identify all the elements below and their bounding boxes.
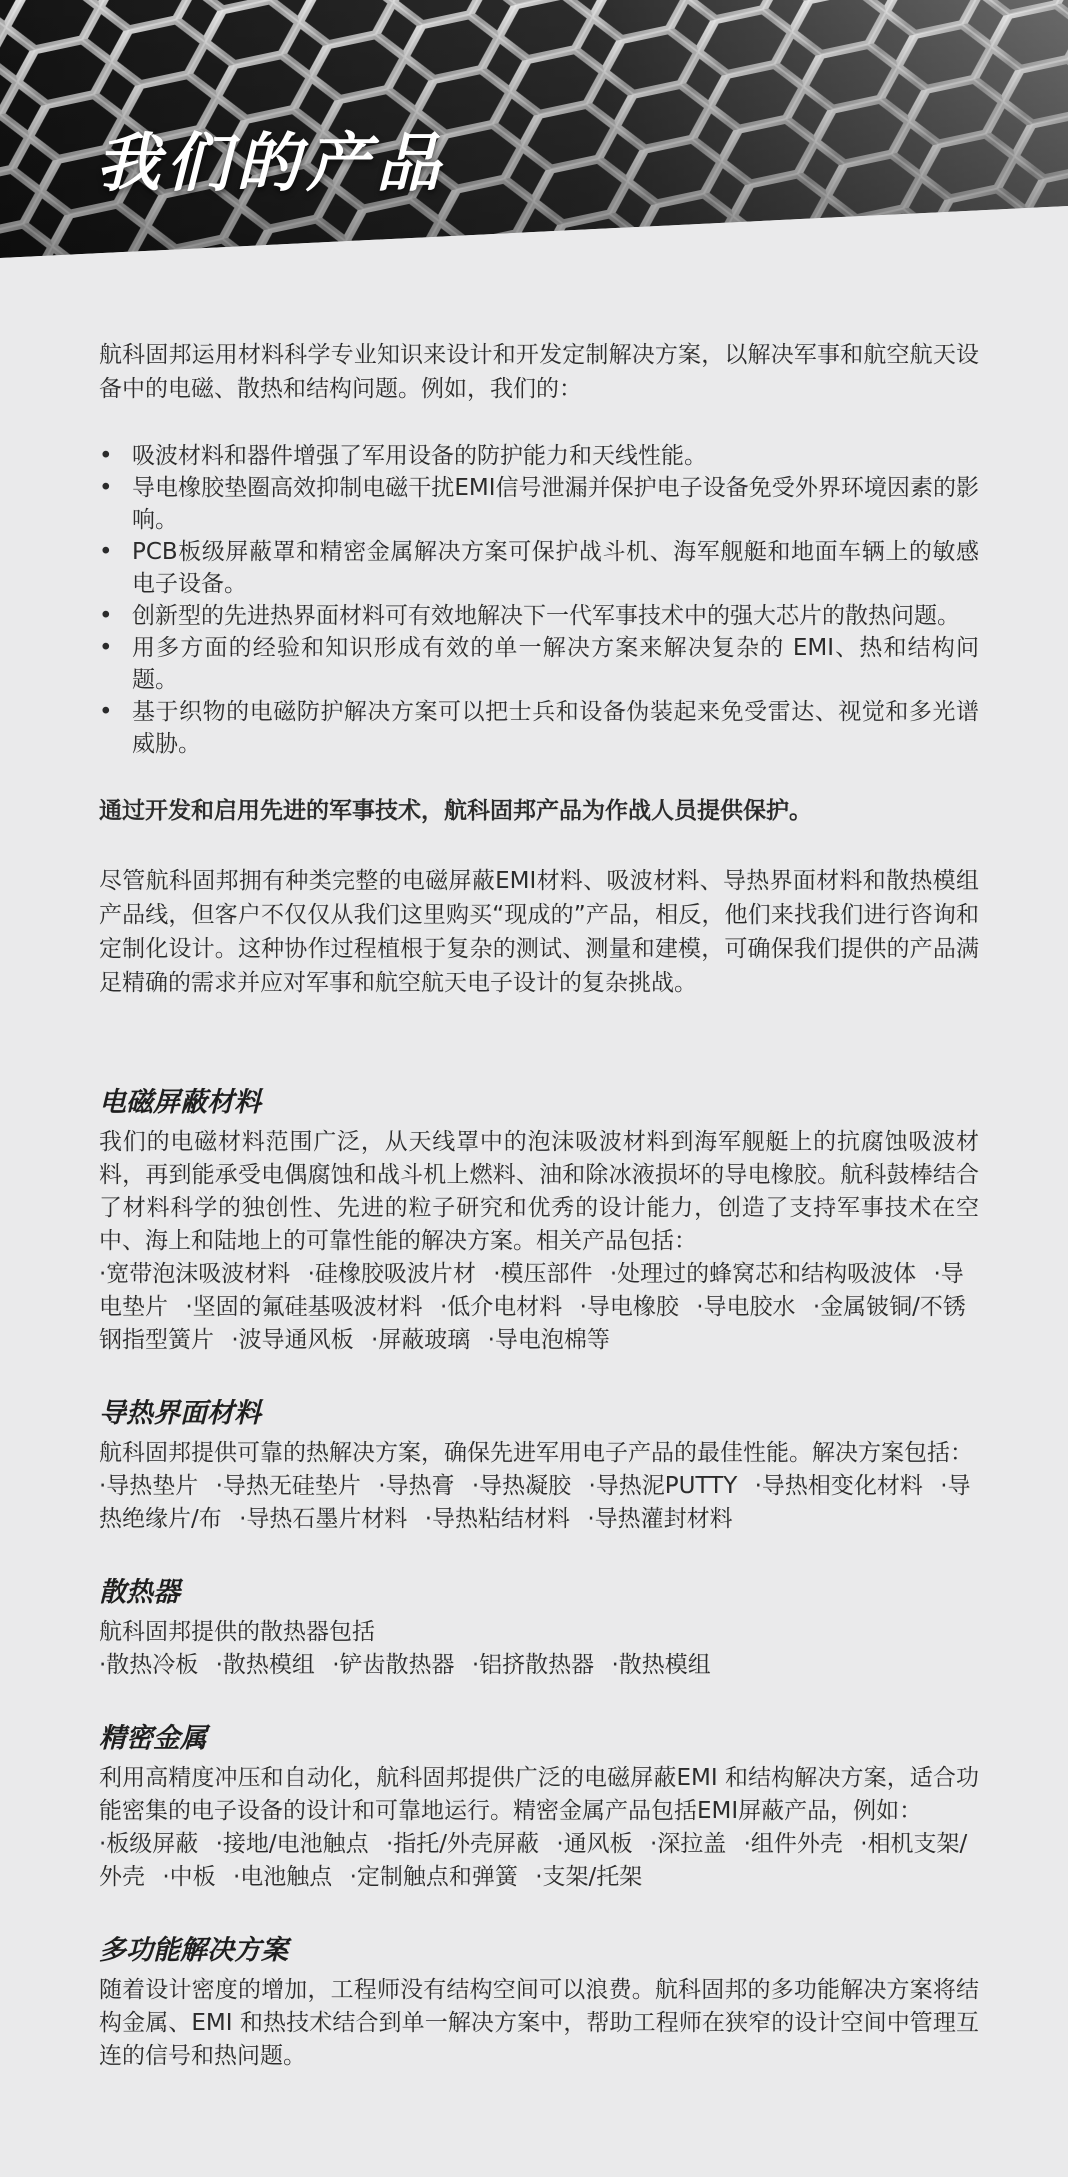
product-items [99, 1258, 979, 1357]
customization-paragraph: 尽管航科固邦拥有种类完整的电磁屏蔽EMI材料、吸波材料、导热界面材料和散热模组产品线，但客户不仅仅从我们这里购买“现成的”产品，相反，他们来找我们进行咨询和定制化设计。这种协作过程植根于复杂的测试、测量和建模，可确保我们提供的产品满足精确的需求并应对军事和航空航天电子设计的复杂挑战。 [99, 868, 979, 996]
product-item: ·硅橡胶吸波片材 [307, 1261, 476, 1287]
page-title: 我们的产品 [96, 127, 446, 201]
list-item [99, 440, 979, 472]
section-thermal-interface [99, 1395, 979, 1536]
product-items [99, 1649, 979, 1682]
bullet-icon: • [99, 699, 113, 725]
product-item: ·散热模组 [215, 1652, 315, 1678]
product-item: ·处理过的蜂窝芯和结构吸波体 [609, 1261, 917, 1287]
bullet-icon: • [99, 635, 113, 661]
product-items [99, 1828, 979, 1894]
product-item: ·屏蔽玻璃 [370, 1327, 471, 1353]
product-item: ·金属铍铜/不锈钢指型簧片 [99, 1294, 966, 1353]
section-heading: 散热器 [99, 1577, 180, 1608]
product-item: ·电池触点 [232, 1864, 333, 1890]
product-item: ·散热模组 [611, 1652, 711, 1678]
product-item: ·指托/外壳屏蔽 [386, 1831, 540, 1857]
product-item: ·导电胶水 [696, 1294, 796, 1320]
section-heading: 电磁屏蔽材料 [99, 1087, 261, 1118]
list-item-text: 导电橡胶垫圈高效抑制电磁干扰EMI信号泄漏并保护电子设备免受外界环境因素的影响。 [132, 475, 979, 533]
section-body: 航科固邦提供可靠的热解决方案，确保先进军用电子产品的最佳性能。解决方案包括： [99, 1440, 973, 1466]
bullet-icon: • [99, 475, 113, 501]
main-content [99, 338, 979, 2111]
section-heading: 多功能解决方案 [99, 1935, 288, 1966]
product-item: ·定制触点和弹簧 [349, 1864, 518, 1890]
bullet-icon: • [99, 539, 113, 565]
list-item-text: 用多方面的经验和知识形成有效的单一解决方案来解决复杂的 EMI、热和结构问题。 [132, 635, 979, 693]
product-item: ·铲齿散热器 [332, 1652, 455, 1678]
product-item: ·波导通风板 [231, 1327, 354, 1353]
product-item: ·坚固的氟硅基吸波材料 [185, 1294, 423, 1320]
product-item: ·模压部件 [493, 1261, 593, 1287]
list-item-text: PCB板级屏蔽罩和精密金属解决方案可保护战斗机、海军舰艇和地面车辆上的敏感电子设备。 [132, 539, 979, 597]
product-item: ·导电橡胶 [579, 1294, 679, 1320]
section-body: 利用高精度冲压和自动化，航科固邦提供广泛的电磁屏蔽EMI 和结构解决方案，适合功能密集的电子设备的设计和可靠地运行。精密金属产品包括EMI屏蔽产品，例如： [99, 1765, 979, 1824]
list-item-text: 创新型的先进热界面材料可有效地解决下一代军事技术中的强大芯片的散热问题。 [132, 603, 960, 629]
product-item: ·相机支架/外壳 [99, 1831, 968, 1890]
list-item-text: 吸波材料和器件增强了军用设备的防护能力和天线性能。 [132, 443, 707, 469]
product-item: ·导热石墨片材料 [239, 1506, 408, 1532]
list-item [99, 696, 979, 760]
section-body: 我们的电磁材料范围广泛，从天线罩中的泡沫吸波材料到海军舰艇上的抗腐蚀吸波材料，再到能承受电偶腐蚀和战斗机上燃料、油和除冰液损坏的导电橡胶。航科鼓棒结合了材料科学的独创性、先进的粒子研究和优秀的设计能力，创造了支持军事技术在空中、海上和陆地上的可靠性能的解决方案。相关产品包括： [99, 1129, 979, 1254]
section-emi-shielding [99, 1084, 979, 1357]
product-item: ·接地/电池触点 [215, 1831, 369, 1857]
section-body: 航科固邦提供的散热器包括 [99, 1619, 375, 1645]
product-items [99, 1470, 979, 1536]
product-item: ·导热无硅垫片 [215, 1473, 361, 1499]
product-item: ·导热膏 [378, 1473, 455, 1499]
product-item: ·导电垫片 [99, 1261, 964, 1320]
product-item: ·散热冷板 [99, 1652, 199, 1678]
section-heading: 导热界面材料 [99, 1398, 261, 1429]
list-item [99, 472, 979, 536]
product-item: ·导热相变化材料 [754, 1473, 923, 1499]
product-item: ·导热粘结材料 [424, 1506, 570, 1532]
section-body: 随着设计密度的增加，工程师没有结构空间可以浪费。航科固邦的多功能解决方案将结构金属、EMI 和热技术结合到单一解决方案中，帮助工程师在狭窄的设计空间中管理互连的信号和热问题。 [99, 1977, 979, 2069]
product-item: ·中板 [162, 1864, 216, 1890]
list-item [99, 536, 979, 600]
product-item: ·铝挤散热器 [471, 1652, 595, 1678]
product-item: ·通风板 [556, 1831, 633, 1857]
section-heading: 精密金属 [99, 1723, 207, 1754]
hero-banner [0, 0, 1068, 258]
bullet-icon: • [99, 443, 113, 469]
intro-paragraph: 航科固邦运用材料科学专业知识来设计和开发定制解决方案，以解决军事和航空航天设备中的电磁、散热和结构问题。例如，我们的： [99, 342, 979, 402]
product-item: ·宽带泡沫吸波材料 [99, 1261, 291, 1287]
product-item: ·组件外壳 [743, 1831, 843, 1857]
section-heatsinks [99, 1574, 979, 1682]
section-multifunction [99, 1932, 979, 2073]
list-item-text: 基于织物的电磁防护解决方案可以把士兵和设备伪装起来免受雷达、视觉和多光谱威胁。 [132, 699, 979, 757]
product-item: ·支架/托架 [535, 1864, 643, 1890]
list-item [99, 600, 979, 632]
list-item [99, 632, 979, 696]
product-item: ·导热灌封材料 [587, 1506, 733, 1532]
product-item: ·板级屏蔽 [99, 1831, 199, 1857]
product-item: ·低介电材料 [439, 1294, 563, 1320]
product-item: ·导热泥PUTTY [588, 1473, 738, 1499]
bullet-icon: • [99, 603, 113, 629]
product-item: ·深拉盖 [650, 1831, 727, 1857]
bold-statement: 通过开发和启用先进的军事技术，航科固邦产品为作战人员提供保护。 [99, 798, 812, 824]
product-item: ·导电泡棉等 [487, 1327, 610, 1353]
section-precision-metal [99, 1720, 979, 1894]
capability-list [99, 440, 979, 760]
product-item: ·导热凝胶 [471, 1473, 572, 1499]
product-item: ·导热垫片 [99, 1473, 199, 1499]
product-item: ·导热绝缘片/布 [99, 1473, 971, 1532]
